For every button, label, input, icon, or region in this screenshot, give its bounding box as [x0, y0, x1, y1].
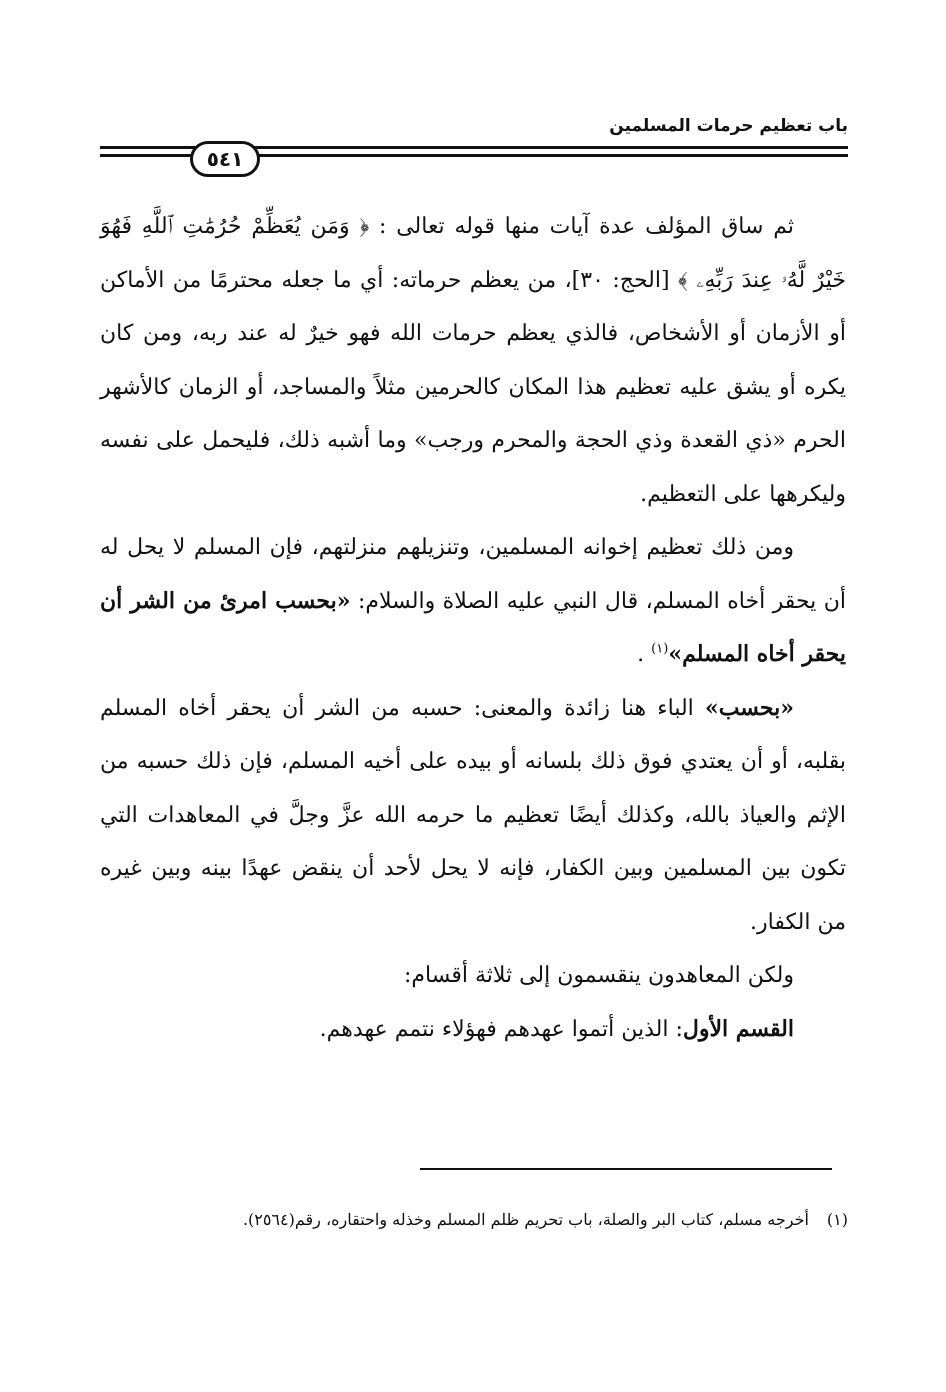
paragraph-intro: ثم ساق المؤلف عدة آيات منها قوله تعالى :: [369, 214, 794, 239]
page-number: ٥٤١: [190, 141, 260, 177]
running-header-title: باب تعظيم حرمات المسلمين: [609, 116, 848, 136]
paragraph-end: .: [637, 642, 652, 667]
paragraph-explanation: [100, 682, 846, 950]
footnotes: [100, 1202, 848, 1238]
keyword-bihasbi: «بحسب»: [704, 694, 794, 721]
footnote-item: [100, 1202, 848, 1238]
main-text: [100, 200, 846, 1056]
quran-verse: ﴿ وَمَن يُعَظِّمْ حُرُمَٰتِ ٱللَّهِ فَهُوَ خَيْرٌ لَّهُۥ عِندَ رَبِّهِۦ ﴾: [100, 214, 846, 293]
paragraph-verse-commentary: [100, 200, 846, 521]
footnote-number: (١): [826, 1210, 848, 1229]
footnote-reference: (١): [651, 641, 669, 657]
footnote-text: أخرجه مسلم، كتاب البر والصلة، باب تحريم ظلم المسلم وخذله واحتقاره، رقم(٢٥٦٤).: [242, 1210, 809, 1229]
footnote-separator: [420, 1168, 832, 1170]
first-category-label: القسم الأول: [682, 1015, 794, 1042]
paragraph-commentary: [الحج: ٣٠]، من يعظم حرماته: أي ما جعله محترمًا من الأماكن أو الأزمان أو الأشخاص، فالذي يعظم حرمات الله فهو خيرٌ له عند ربه، ومن كان يكره أو يشق عليه تعظيم هذا المكان كالحرمين مثلاً والمساجد، أو الزمان كالأشهر الحرم «ذي القعدة وذي الحجة والمحرم ورجب» وما أشبه ذلك، فليحمل على نفسه وليكرهها على التعظيم.: [100, 267, 846, 507]
paragraph-categories: ولكن المعاهدون ينقسمون إلى ثلاثة أقسام:: [403, 963, 794, 988]
first-category-text: : الذين أتموا عهدهم فهؤلاء نتمم عهدهم.: [319, 1016, 683, 1042]
paragraph-brothers-text: ومن ذلك تعظيم إخوانه المسلمين، وتنزيلهم منزلتهم، فإن المسلم لا يحل له أن يحقر أخاه المسلم، قال النبي عليه الصلاة والسلام:: [100, 535, 846, 614]
paragraph-brothers: [100, 521, 846, 682]
hadith-quote: «بحسب امرئ من الشر أن يحقر أخاه المسلم»: [100, 587, 846, 667]
paragraph-explanation-text: الباء هنا زائدة والمعنى: حسبه من الشر أن يحقر أخاه المسلم بقلبه، أو أن يعتدي فوق ذلك بلسانه أو بيده على أخيه المسلم، فإن ذلك حسبه من الإثم والعياذ بالله، وكذلك أيضًا تعظيم ما حرمه الله عزَّ وجلَّ في المعاهدات التي تكون بين المسلمين وبين الكفار، فإنه لا يحل لأحد أن ينقض عهدًا بينه وبين غيره من الكفار.: [100, 695, 846, 935]
paragraph-first-category: [100, 1003, 846, 1057]
